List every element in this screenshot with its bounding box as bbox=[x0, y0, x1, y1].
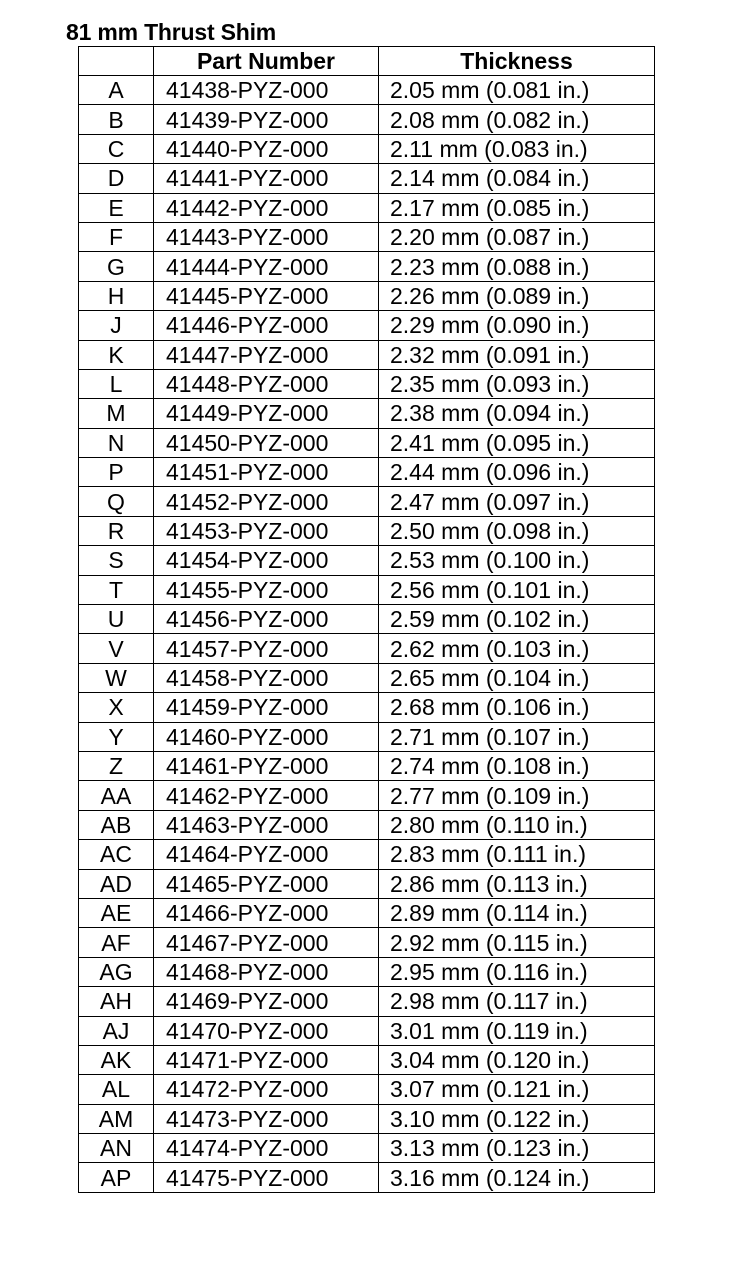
thickness-cell: 2.65 mm (0.104 in.) bbox=[379, 663, 655, 692]
thickness-cell: 2.95 mm (0.116 in.) bbox=[379, 957, 655, 986]
part-number-cell: 41455-PYZ-000 bbox=[154, 575, 379, 604]
table-row bbox=[79, 1163, 655, 1192]
part-number-cell: 41447-PYZ-000 bbox=[154, 340, 379, 369]
thickness-cell: 2.50 mm (0.098 in.) bbox=[379, 516, 655, 545]
table-row bbox=[79, 605, 655, 634]
shim-code-cell: U bbox=[79, 605, 154, 634]
shim-code-cell: Z bbox=[79, 751, 154, 780]
table-row bbox=[79, 311, 655, 340]
header-part-number: Part Number bbox=[154, 47, 379, 76]
table-row bbox=[79, 487, 655, 516]
table-row bbox=[79, 1045, 655, 1074]
thickness-cell: 2.11 mm (0.083 in.) bbox=[379, 134, 655, 163]
shim-code-cell: AL bbox=[79, 1075, 154, 1104]
shim-code-cell: N bbox=[79, 428, 154, 457]
table-body bbox=[79, 76, 655, 1193]
part-number-cell: 41467-PYZ-000 bbox=[154, 928, 379, 957]
thickness-cell: 2.20 mm (0.087 in.) bbox=[379, 222, 655, 251]
part-number-cell: 41445-PYZ-000 bbox=[154, 281, 379, 310]
thickness-cell: 2.98 mm (0.117 in.) bbox=[379, 987, 655, 1016]
table-header-row bbox=[79, 47, 655, 76]
thickness-cell: 3.13 mm (0.123 in.) bbox=[379, 1134, 655, 1163]
part-number-cell: 41442-PYZ-000 bbox=[154, 193, 379, 222]
thickness-cell: 2.77 mm (0.109 in.) bbox=[379, 781, 655, 810]
table-row bbox=[79, 76, 655, 105]
shim-code-cell: E bbox=[79, 193, 154, 222]
table-row bbox=[79, 428, 655, 457]
table-row bbox=[79, 840, 655, 869]
thickness-cell: 2.44 mm (0.096 in.) bbox=[379, 458, 655, 487]
thickness-cell: 2.59 mm (0.102 in.) bbox=[379, 605, 655, 634]
shim-code-cell: T bbox=[79, 575, 154, 604]
part-number-cell: 41474-PYZ-000 bbox=[154, 1134, 379, 1163]
part-number-cell: 41468-PYZ-000 bbox=[154, 957, 379, 986]
part-number-cell: 41460-PYZ-000 bbox=[154, 722, 379, 751]
thickness-cell: 2.62 mm (0.103 in.) bbox=[379, 634, 655, 663]
thickness-cell: 3.10 mm (0.122 in.) bbox=[379, 1104, 655, 1133]
table-row bbox=[79, 340, 655, 369]
thickness-cell: 2.74 mm (0.108 in.) bbox=[379, 751, 655, 780]
thickness-cell: 3.07 mm (0.121 in.) bbox=[379, 1075, 655, 1104]
table-row bbox=[79, 399, 655, 428]
table-row bbox=[79, 1075, 655, 1104]
table-row bbox=[79, 164, 655, 193]
thickness-cell: 3.16 mm (0.124 in.) bbox=[379, 1163, 655, 1192]
table-row bbox=[79, 722, 655, 751]
part-number-cell: 41462-PYZ-000 bbox=[154, 781, 379, 810]
thickness-cell: 2.89 mm (0.114 in.) bbox=[379, 898, 655, 927]
part-number-cell: 41464-PYZ-000 bbox=[154, 840, 379, 869]
table-row bbox=[79, 693, 655, 722]
thickness-cell: 2.47 mm (0.097 in.) bbox=[379, 487, 655, 516]
part-number-cell: 41444-PYZ-000 bbox=[154, 252, 379, 281]
thickness-cell: 2.29 mm (0.090 in.) bbox=[379, 311, 655, 340]
shim-code-cell: AG bbox=[79, 957, 154, 986]
thickness-cell: 3.04 mm (0.120 in.) bbox=[379, 1045, 655, 1074]
part-number-cell: 41454-PYZ-000 bbox=[154, 546, 379, 575]
shim-code-cell: Y bbox=[79, 722, 154, 751]
table-row bbox=[79, 1104, 655, 1133]
thickness-cell: 2.35 mm (0.093 in.) bbox=[379, 369, 655, 398]
thickness-cell: 2.80 mm (0.110 in.) bbox=[379, 810, 655, 839]
table-row bbox=[79, 869, 655, 898]
table-row bbox=[79, 751, 655, 780]
part-number-cell: 41453-PYZ-000 bbox=[154, 516, 379, 545]
thickness-cell: 2.56 mm (0.101 in.) bbox=[379, 575, 655, 604]
thickness-cell: 3.01 mm (0.119 in.) bbox=[379, 1016, 655, 1045]
table-row bbox=[79, 634, 655, 663]
thickness-cell: 2.32 mm (0.091 in.) bbox=[379, 340, 655, 369]
table-row bbox=[79, 546, 655, 575]
header-code bbox=[79, 47, 154, 76]
shim-code-cell: P bbox=[79, 458, 154, 487]
part-number-cell: 41441-PYZ-000 bbox=[154, 164, 379, 193]
header-thickness: Thickness bbox=[379, 47, 655, 76]
shim-code-cell: W bbox=[79, 663, 154, 692]
table-row bbox=[79, 458, 655, 487]
thickness-cell: 2.26 mm (0.089 in.) bbox=[379, 281, 655, 310]
shim-code-cell: AK bbox=[79, 1045, 154, 1074]
shim-code-cell: B bbox=[79, 105, 154, 134]
shim-code-cell: H bbox=[79, 281, 154, 310]
shim-code-cell: AE bbox=[79, 898, 154, 927]
part-number-cell: 41450-PYZ-000 bbox=[154, 428, 379, 457]
part-number-cell: 41465-PYZ-000 bbox=[154, 869, 379, 898]
table-row bbox=[79, 222, 655, 251]
thickness-cell: 2.92 mm (0.115 in.) bbox=[379, 928, 655, 957]
part-number-cell: 41449-PYZ-000 bbox=[154, 399, 379, 428]
table-row bbox=[79, 252, 655, 281]
shim-code-cell: AJ bbox=[79, 1016, 154, 1045]
thickness-cell: 2.86 mm (0.113 in.) bbox=[379, 869, 655, 898]
thickness-cell: 2.05 mm (0.081 in.) bbox=[379, 76, 655, 105]
part-number-cell: 41473-PYZ-000 bbox=[154, 1104, 379, 1133]
part-number-cell: 41448-PYZ-000 bbox=[154, 369, 379, 398]
shim-code-cell: S bbox=[79, 546, 154, 575]
page-title: 81 mm Thrust Shim bbox=[66, 19, 277, 45]
part-number-cell: 41452-PYZ-000 bbox=[154, 487, 379, 516]
shim-code-cell: V bbox=[79, 634, 154, 663]
thickness-cell: 2.41 mm (0.095 in.) bbox=[379, 428, 655, 457]
thickness-cell: 2.71 mm (0.107 in.) bbox=[379, 722, 655, 751]
part-number-cell: 41472-PYZ-000 bbox=[154, 1075, 379, 1104]
shim-code-cell: K bbox=[79, 340, 154, 369]
shim-code-cell: L bbox=[79, 369, 154, 398]
thickness-cell: 2.17 mm (0.085 in.) bbox=[379, 193, 655, 222]
table-row bbox=[79, 1016, 655, 1045]
table-row bbox=[79, 575, 655, 604]
table-row bbox=[79, 193, 655, 222]
part-number-cell: 41451-PYZ-000 bbox=[154, 458, 379, 487]
shim-code-cell: G bbox=[79, 252, 154, 281]
table-row bbox=[79, 810, 655, 839]
part-number-cell: 41443-PYZ-000 bbox=[154, 222, 379, 251]
shim-code-cell: D bbox=[79, 164, 154, 193]
shim-code-cell: R bbox=[79, 516, 154, 545]
thickness-cell: 2.23 mm (0.088 in.) bbox=[379, 252, 655, 281]
part-number-cell: 41471-PYZ-000 bbox=[154, 1045, 379, 1074]
table-row bbox=[79, 957, 655, 986]
part-number-cell: 41438-PYZ-000 bbox=[154, 76, 379, 105]
shim-code-cell: AH bbox=[79, 987, 154, 1016]
table-row bbox=[79, 663, 655, 692]
table-row bbox=[79, 369, 655, 398]
thickness-cell: 2.83 mm (0.111 in.) bbox=[379, 840, 655, 869]
table-row bbox=[79, 281, 655, 310]
table-row bbox=[79, 987, 655, 1016]
thickness-cell: 2.14 mm (0.084 in.) bbox=[379, 164, 655, 193]
table-row bbox=[79, 1134, 655, 1163]
shim-code-cell: F bbox=[79, 222, 154, 251]
part-number-cell: 41458-PYZ-000 bbox=[154, 663, 379, 692]
shim-code-cell: AB bbox=[79, 810, 154, 839]
shim-code-cell: AP bbox=[79, 1163, 154, 1192]
shim-code-cell: Q bbox=[79, 487, 154, 516]
shim-code-cell: J bbox=[79, 311, 154, 340]
part-number-cell: 41457-PYZ-000 bbox=[154, 634, 379, 663]
shim-code-cell: C bbox=[79, 134, 154, 163]
table-row bbox=[79, 928, 655, 957]
shim-code-cell: AM bbox=[79, 1104, 154, 1133]
table-row bbox=[79, 516, 655, 545]
thickness-cell: 2.08 mm (0.082 in.) bbox=[379, 105, 655, 134]
shim-code-cell: AN bbox=[79, 1134, 154, 1163]
part-number-cell: 41466-PYZ-000 bbox=[154, 898, 379, 927]
table-row bbox=[79, 134, 655, 163]
table-row bbox=[79, 781, 655, 810]
part-number-cell: 41461-PYZ-000 bbox=[154, 751, 379, 780]
part-number-cell: 41456-PYZ-000 bbox=[154, 605, 379, 634]
shim-code-cell: AC bbox=[79, 840, 154, 869]
part-number-cell: 41463-PYZ-000 bbox=[154, 810, 379, 839]
part-number-cell: 41470-PYZ-000 bbox=[154, 1016, 379, 1045]
shim-code-cell: AD bbox=[79, 869, 154, 898]
thickness-cell: 2.68 mm (0.106 in.) bbox=[379, 693, 655, 722]
part-number-cell: 41469-PYZ-000 bbox=[154, 987, 379, 1016]
part-number-cell: 41446-PYZ-000 bbox=[154, 311, 379, 340]
thickness-cell: 2.38 mm (0.094 in.) bbox=[379, 399, 655, 428]
table-row bbox=[79, 105, 655, 134]
shim-code-cell: X bbox=[79, 693, 154, 722]
shim-code-cell: AA bbox=[79, 781, 154, 810]
part-number-cell: 41459-PYZ-000 bbox=[154, 693, 379, 722]
part-number-cell: 41439-PYZ-000 bbox=[154, 105, 379, 134]
thrust-shim-table bbox=[78, 46, 655, 1193]
shim-code-cell: A bbox=[79, 76, 154, 105]
part-number-cell: 41440-PYZ-000 bbox=[154, 134, 379, 163]
thickness-cell: 2.53 mm (0.100 in.) bbox=[379, 546, 655, 575]
shim-code-cell: AF bbox=[79, 928, 154, 957]
shim-code-cell: M bbox=[79, 399, 154, 428]
part-number-cell: 41475-PYZ-000 bbox=[154, 1163, 379, 1192]
table-row bbox=[79, 898, 655, 927]
